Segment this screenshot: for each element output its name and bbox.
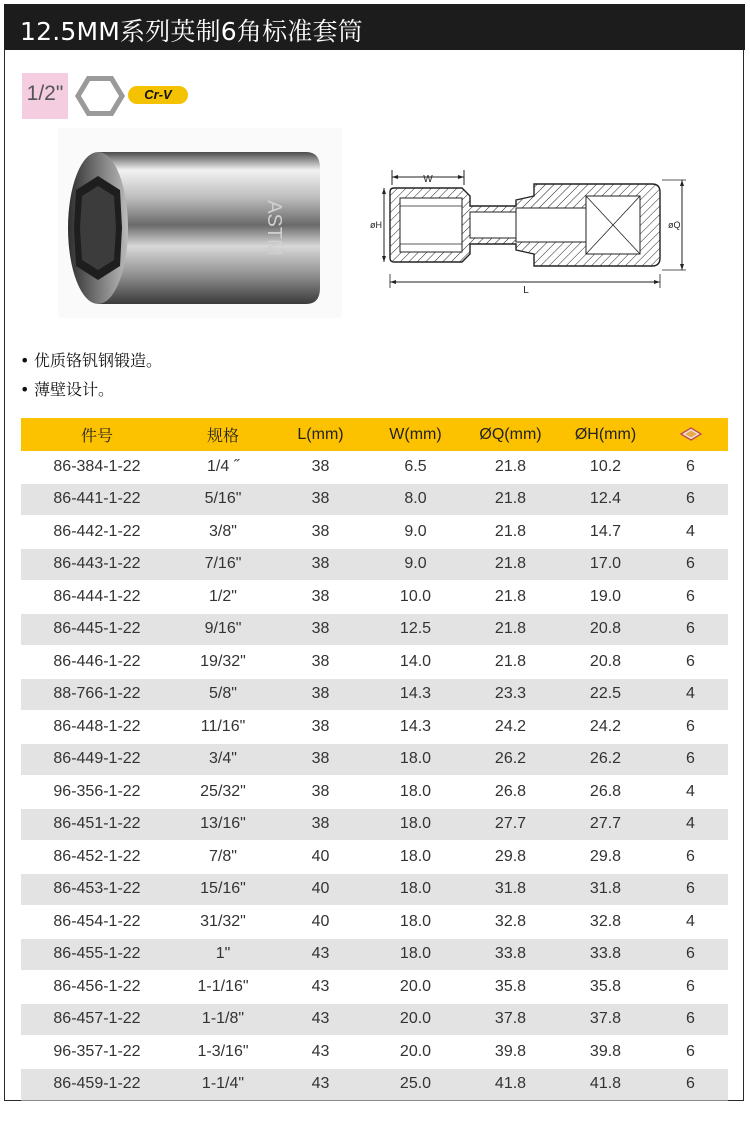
cell-outer-diameter: 21.8 — [463, 451, 558, 483]
cell-width: 18.0 — [368, 906, 463, 939]
cell-length: 40 — [273, 906, 368, 939]
cell-size: 7/8" — [173, 841, 273, 874]
cell-size: 11/16" — [173, 711, 273, 744]
cell-width: 8.0 — [368, 483, 463, 516]
cell-part-no: 86-456-1-22 — [21, 971, 173, 1004]
cell-size: 25/32" — [173, 776, 273, 809]
cell-length: 40 — [273, 873, 368, 906]
table-row — [21, 678, 728, 711]
cell-part-no: 86-459-1-22 — [21, 1068, 173, 1101]
table-row — [21, 548, 728, 581]
cell-pack-qty: 6 — [653, 1036, 728, 1069]
cell-part-no: 86-442-1-22 — [21, 516, 173, 549]
cell-part-no: 86-444-1-22 — [21, 581, 173, 614]
cell-head-diameter: 12.4 — [558, 483, 653, 516]
table-row — [21, 646, 728, 679]
cell-part-no: 86-457-1-22 — [21, 1003, 173, 1036]
cell-outer-diameter: 21.8 — [463, 483, 558, 516]
cell-part-no: 96-357-1-22 — [21, 1036, 173, 1069]
cell-head-diameter: 41.8 — [558, 1068, 653, 1101]
cell-head-diameter: 22.5 — [558, 678, 653, 711]
cell-part-no: 86-453-1-22 — [21, 873, 173, 906]
cell-part-no: 86-454-1-22 — [21, 906, 173, 939]
cell-width: 20.0 — [368, 1036, 463, 1069]
cell-size: 15/16" — [173, 873, 273, 906]
table-row — [21, 516, 728, 549]
cell-head-diameter: 39.8 — [558, 1036, 653, 1069]
cell-head-diameter: 20.8 — [558, 646, 653, 679]
table-row — [21, 483, 728, 516]
cell-outer-diameter: 21.8 — [463, 646, 558, 679]
cell-pack-qty: 4 — [653, 516, 728, 549]
cell-width: 14.0 — [368, 646, 463, 679]
header-size: 规格 — [173, 418, 273, 451]
cell-size: 1-1/8" — [173, 1003, 273, 1036]
cell-outer-diameter: 21.8 — [463, 516, 558, 549]
table-row — [21, 776, 728, 809]
cell-width: 6.5 — [368, 451, 463, 483]
cell-head-diameter: 20.8 — [558, 613, 653, 646]
socket-photo — [58, 128, 342, 318]
feature-item: • 优质铬钒钢锻造。 — [20, 351, 163, 370]
cell-length: 38 — [273, 548, 368, 581]
cell-size: 1-3/16" — [173, 1036, 273, 1069]
table-header-row — [21, 418, 728, 451]
cell-length: 38 — [273, 711, 368, 744]
cell-head-diameter: 29.8 — [558, 841, 653, 874]
cell-part-no: 86-443-1-22 — [21, 548, 173, 581]
cell-outer-diameter: 33.8 — [463, 938, 558, 971]
cell-pack-qty: 4 — [653, 776, 728, 809]
cell-part-no: 86-384-1-22 — [21, 451, 173, 483]
cell-size: 31/32" — [173, 906, 273, 939]
cell-width: 14.3 — [368, 678, 463, 711]
cell-length: 43 — [273, 938, 368, 971]
cell-width: 20.0 — [368, 1003, 463, 1036]
cell-size: 1-1/4" — [173, 1068, 273, 1101]
cell-size: 7/16" — [173, 548, 273, 581]
cell-head-diameter: 24.2 — [558, 711, 653, 744]
cell-width: 14.3 — [368, 711, 463, 744]
table-row — [21, 873, 728, 906]
dim-label-h: øH — [370, 220, 382, 230]
cell-pack-qty: 6 — [653, 1068, 728, 1101]
cell-width: 18.0 — [368, 841, 463, 874]
table-row — [21, 808, 728, 841]
dim-label-q: øQ — [668, 220, 681, 230]
cell-length: 38 — [273, 483, 368, 516]
header-outer-diameter: ØQ(mm) — [463, 418, 558, 451]
cell-length: 43 — [273, 971, 368, 1004]
cell-length: 40 — [273, 841, 368, 874]
cell-size: 13/16" — [173, 808, 273, 841]
table-row — [21, 1003, 728, 1036]
cell-outer-diameter: 23.3 — [463, 678, 558, 711]
cell-size: 5/16" — [173, 483, 273, 516]
table-row — [21, 1068, 728, 1101]
cell-pack-qty: 6 — [653, 581, 728, 614]
cell-length: 38 — [273, 743, 368, 776]
cell-pack-qty: 4 — [653, 678, 728, 711]
cell-size: 1/4 ˝ — [173, 451, 273, 483]
cell-pack-qty: 4 — [653, 906, 728, 939]
cell-size: 1" — [173, 938, 273, 971]
cell-head-diameter: 19.0 — [558, 581, 653, 614]
cell-width: 9.0 — [368, 516, 463, 549]
table-row — [21, 841, 728, 874]
cell-part-no: 86-452-1-22 — [21, 841, 173, 874]
cell-head-diameter: 14.7 — [558, 516, 653, 549]
cell-head-diameter: 17.0 — [558, 548, 653, 581]
cell-pack-qty: 6 — [653, 971, 728, 1004]
cell-pack-qty: 6 — [653, 613, 728, 646]
table-row — [21, 1036, 728, 1069]
cell-pack-qty: 6 — [653, 1003, 728, 1036]
header-head-diameter: ØH(mm) — [558, 418, 653, 451]
cell-pack-qty: 6 — [653, 483, 728, 516]
cell-width: 20.0 — [368, 971, 463, 1004]
cell-pack-qty: 6 — [653, 646, 728, 679]
cell-outer-diameter: 39.8 — [463, 1036, 558, 1069]
cell-size: 1-1/16" — [173, 971, 273, 1004]
cell-head-diameter: 31.8 — [558, 873, 653, 906]
cell-pack-qty: 4 — [653, 808, 728, 841]
cell-width: 25.0 — [368, 1068, 463, 1101]
table-row — [21, 906, 728, 939]
cell-head-diameter: 10.2 — [558, 451, 653, 483]
page-title: 12.5MM系列英制6角标准套筒 — [20, 17, 363, 46]
cell-outer-diameter: 31.8 — [463, 873, 558, 906]
header-part-no: 件号 — [21, 418, 173, 451]
cell-width: 12.5 — [368, 613, 463, 646]
cell-length: 38 — [273, 646, 368, 679]
cell-head-diameter: 26.2 — [558, 743, 653, 776]
cell-width: 18.0 — [368, 938, 463, 971]
cell-size: 3/4" — [173, 743, 273, 776]
cell-length: 38 — [273, 516, 368, 549]
cell-outer-diameter: 29.8 — [463, 841, 558, 874]
cell-size: 5/8" — [173, 678, 273, 711]
title-bar — [4, 4, 745, 50]
cell-length: 38 — [273, 808, 368, 841]
cell-width: 18.0 — [368, 873, 463, 906]
cell-size: 3/8" — [173, 516, 273, 549]
cell-outer-diameter: 24.2 — [463, 711, 558, 744]
cell-length: 38 — [273, 776, 368, 809]
cell-outer-diameter: 26.2 — [463, 743, 558, 776]
table-row — [21, 581, 728, 614]
cell-width: 18.0 — [368, 808, 463, 841]
table-row — [21, 938, 728, 971]
cell-part-no: 86-441-1-22 — [21, 483, 173, 516]
cell-outer-diameter: 37.8 — [463, 1003, 558, 1036]
drive-size-label: 1/2" — [26, 82, 64, 105]
spec-table — [21, 418, 728, 1101]
cell-length: 38 — [273, 581, 368, 614]
cell-length: 43 — [273, 1036, 368, 1069]
cell-pack-qty: 6 — [653, 938, 728, 971]
material-tag: Cr-V — [128, 86, 188, 104]
cell-width: 10.0 — [368, 581, 463, 614]
cell-part-no: 88-766-1-22 — [21, 678, 173, 711]
cell-outer-diameter: 21.8 — [463, 613, 558, 646]
dim-label-l: L — [523, 285, 529, 296]
cell-part-no: 86-455-1-22 — [21, 938, 173, 971]
cell-head-diameter: 37.8 — [558, 1003, 653, 1036]
header-width: W(mm) — [368, 418, 463, 451]
feature-item: • 薄壁设计。 — [20, 380, 115, 399]
cell-pack-qty: 6 — [653, 743, 728, 776]
cell-head-diameter: 35.8 — [558, 971, 653, 1004]
cell-outer-diameter: 32.8 — [463, 906, 558, 939]
table-row — [21, 711, 728, 744]
cell-size: 9/16" — [173, 613, 273, 646]
table-row — [21, 451, 728, 483]
cell-head-diameter: 26.8 — [558, 776, 653, 809]
table-row — [21, 743, 728, 776]
cell-size: 19/32" — [173, 646, 273, 679]
cell-outer-diameter: 21.8 — [463, 581, 558, 614]
table-row — [21, 613, 728, 646]
feature-list — [20, 346, 162, 404]
cell-length: 38 — [273, 613, 368, 646]
cell-part-no: 86-446-1-22 — [21, 646, 173, 679]
hexagon-icon — [74, 73, 126, 119]
cell-length: 38 — [273, 451, 368, 483]
photo-marking: ASTM — [263, 200, 285, 256]
cell-outer-diameter: 27.7 — [463, 808, 558, 841]
cell-part-no: 86-449-1-22 — [21, 743, 173, 776]
cell-head-diameter: 27.7 — [558, 808, 653, 841]
package-icon — [679, 425, 703, 443]
cell-head-diameter: 33.8 — [558, 938, 653, 971]
cell-pack-qty: 6 — [653, 548, 728, 581]
cell-pack-qty: 6 — [653, 711, 728, 744]
cell-part-no: 86-451-1-22 — [21, 808, 173, 841]
dim-label-w: W — [423, 174, 433, 185]
table-row — [21, 971, 728, 1004]
cell-outer-diameter: 41.8 — [463, 1068, 558, 1101]
cell-width: 9.0 — [368, 548, 463, 581]
header-pack — [653, 418, 728, 451]
cell-pack-qty: 6 — [653, 841, 728, 874]
cell-length: 43 — [273, 1068, 368, 1101]
cell-width: 18.0 — [368, 743, 463, 776]
cell-outer-diameter: 35.8 — [463, 971, 558, 1004]
cell-outer-diameter: 26.8 — [463, 776, 558, 809]
cell-pack-qty: 6 — [653, 451, 728, 483]
cell-pack-qty: 6 — [653, 873, 728, 906]
cell-part-no: 86-445-1-22 — [21, 613, 173, 646]
cell-length: 38 — [273, 678, 368, 711]
dimension-drawing — [366, 160, 696, 300]
drive-size-badge — [22, 73, 68, 119]
cell-part-no: 96-356-1-22 — [21, 776, 173, 809]
cell-part-no: 86-448-1-22 — [21, 711, 173, 744]
header-length: L(mm) — [273, 418, 368, 451]
cell-size: 1/2" — [173, 581, 273, 614]
cell-head-diameter: 32.8 — [558, 906, 653, 939]
cell-outer-diameter: 21.8 — [463, 548, 558, 581]
cell-width: 18.0 — [368, 776, 463, 809]
cell-length: 43 — [273, 1003, 368, 1036]
